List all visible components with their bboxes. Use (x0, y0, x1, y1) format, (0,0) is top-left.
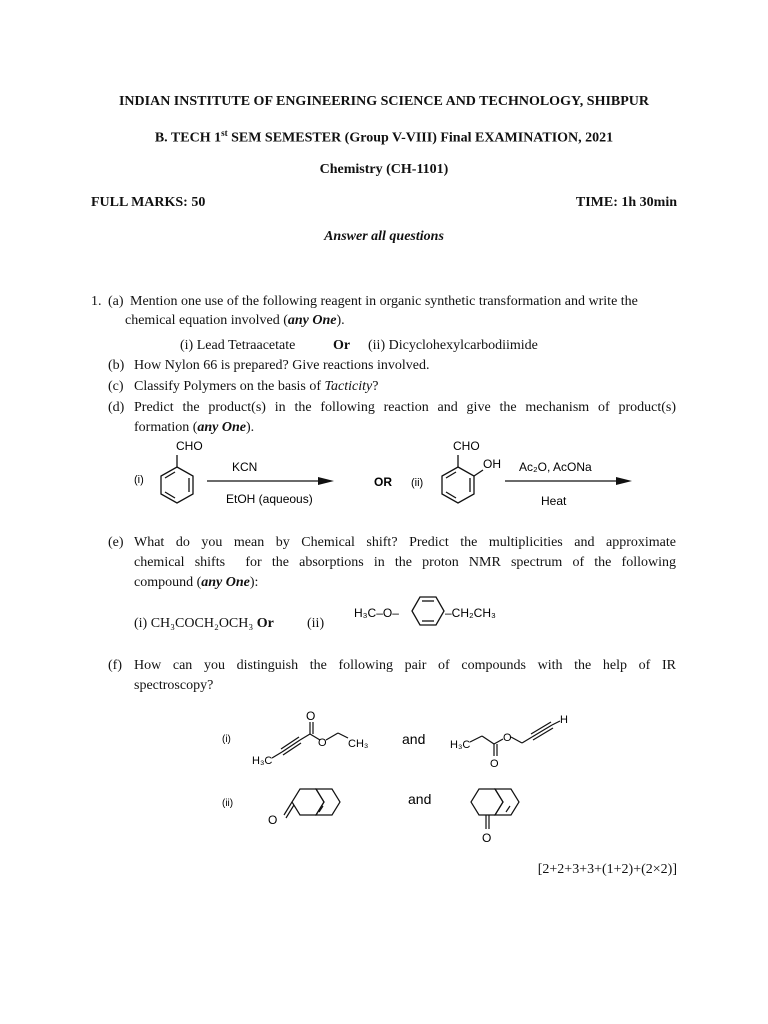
f-i-left-ch3: CH₃ (348, 738, 369, 750)
part-d-line2-post: ). (246, 420, 255, 435)
f-i-right-h: H (560, 714, 568, 726)
f-ii-and: and (408, 791, 432, 807)
part-c-pre: Classify Polymers on the basis of (134, 379, 325, 394)
scheme-i-arrowhead (318, 477, 334, 485)
part-e-line3-post: ): (249, 575, 259, 590)
part-d-line2-pre: formation ( (134, 420, 198, 435)
part-a-line2-pre: chemical equation involved ( (125, 313, 288, 328)
ethyl-butynoate-bonds (272, 722, 348, 758)
exam-title-a: B. TECH 1 (154, 130, 222, 146)
part-d-label: (d) (108, 400, 125, 415)
part-c-post: ? (372, 379, 379, 394)
anisole-benzene-ring (412, 597, 444, 625)
scheme-ii-arrowhead (616, 477, 632, 485)
part-a-label: (a) (108, 294, 124, 309)
anisole-left-group: H₃C–O– (354, 606, 399, 620)
f-i-and: and (402, 731, 426, 747)
part-a-option-2: (ii) Dicyclohexylcarbodiimide (368, 338, 538, 353)
subject-title: Chemistry (CH-1101) (319, 162, 449, 177)
part-f-i-structures (200, 700, 600, 780)
part-e-options (134, 616, 274, 632)
part-a-line2-post: ). (336, 313, 345, 328)
part-d-line1: Predict the product(s) in the following reaction and give the mechanism of product(s) (134, 400, 676, 415)
marks-distribution: [2+2+3+3+(1+2)+(2×2)] (537, 862, 677, 877)
part-d-any-one: any One (197, 420, 246, 435)
f-ii-label: (ii) (222, 798, 234, 809)
f-i-left-carbonyl-o: O (306, 709, 316, 723)
part-a-or: Or (333, 338, 351, 353)
f-i-left-h3c: H₃C (252, 755, 273, 767)
scheme-i-reagent-bottom: EtOH (aqueous) (226, 492, 313, 506)
octalone-right-rings (471, 789, 519, 829)
scheme-ii-reagent-bottom: Heat (541, 494, 567, 508)
benzaldehyde-structure (161, 455, 193, 503)
part-f-label: (f) (108, 658, 122, 673)
exam-title-sup: st (221, 128, 228, 138)
part-e-any-one: any One (201, 575, 250, 590)
f-i-right-ester-o: O (503, 732, 512, 744)
part-e-line1: What do you mean by Chemical shift? Predict the multiplicities and approximate (134, 535, 676, 550)
question-number: 1. (91, 294, 102, 309)
salicylaldehyde-structure (442, 455, 483, 503)
exam-title (0, 128, 768, 147)
part-a-line1: Mention one use of the following reagent in organic synthetic transformation and write the (130, 294, 638, 309)
f-ii-left-o: O (268, 813, 278, 827)
scheme-i-label: (i) (134, 474, 144, 486)
f-i-left-ester-o: O (318, 737, 327, 749)
exam-title-b: SEM SEMESTER (Group V-VIII) Final EXAMINATION, 2021 (227, 130, 614, 146)
octalone-left-rings (284, 789, 340, 818)
scheme-ii-label: (ii) (411, 477, 424, 489)
part-a-any-one: any One (287, 313, 337, 328)
part-e-label: (e) (108, 535, 124, 550)
part-f-ii-structures (200, 780, 600, 850)
scheme-ii-reagent-top: Ac₂O, AcONa (519, 460, 592, 474)
part-e-anisole-structure (340, 590, 520, 635)
part-c-label: (c) (108, 379, 124, 394)
f-i-right-carbonyl-o: O (490, 758, 499, 770)
part-e-line3-pre: compound ( (134, 575, 202, 590)
propargyl-propanoate-bonds (470, 721, 560, 756)
institute-title: INDIAN INSTITUTE OF ENGINEERING SCIENCE AND TECHNOLOGY, SHIBPUR (118, 94, 650, 109)
part-d-reaction-scheme (0, 430, 768, 515)
anisole-right-group: –CH₂CH₃ (445, 606, 496, 620)
part-b-label: (b) (108, 358, 125, 373)
f-i-label: (i) (222, 734, 231, 745)
part-c-tacticity: Tacticity (324, 379, 373, 394)
part-a-line2 (125, 313, 345, 329)
f-ii-right-o: O (482, 831, 492, 845)
part-e-option-2-label: (ii) (307, 616, 325, 631)
part-a-option-1: (i) Lead Tetraacetate (180, 338, 296, 353)
part-c-text (134, 379, 378, 395)
f-i-right-h3c: H₃C (450, 739, 471, 751)
part-e-line2: chemical shifts for the absorptions in the proton NMR spectrum of the following (134, 555, 676, 570)
instruction: Answer all questions (324, 229, 444, 244)
part-e-line3 (134, 575, 258, 591)
part-e-or: Or (256, 616, 274, 631)
scheme-i-reagent-top: KCN (232, 460, 258, 474)
scheme-ii-cho: CHO (453, 439, 480, 453)
part-f-line2: spectroscopy? (134, 678, 214, 693)
part-b-text: How Nylon 66 is prepared? Give reactions involved. (134, 358, 430, 373)
scheme-or: OR (374, 475, 392, 489)
part-e-option-1: (i) CH₃COCH₂OCH₃ (134, 616, 254, 631)
full-marks: FULL MARKS: 50 (91, 195, 206, 210)
time-allowed: TIME: 1h 30min (575, 195, 677, 210)
part-f-line1: How can you distinguish the following pair of compounds with the help of IR (134, 658, 676, 673)
scheme-ii-oh: OH (483, 457, 501, 471)
scheme-i-cho: CHO (176, 439, 203, 453)
